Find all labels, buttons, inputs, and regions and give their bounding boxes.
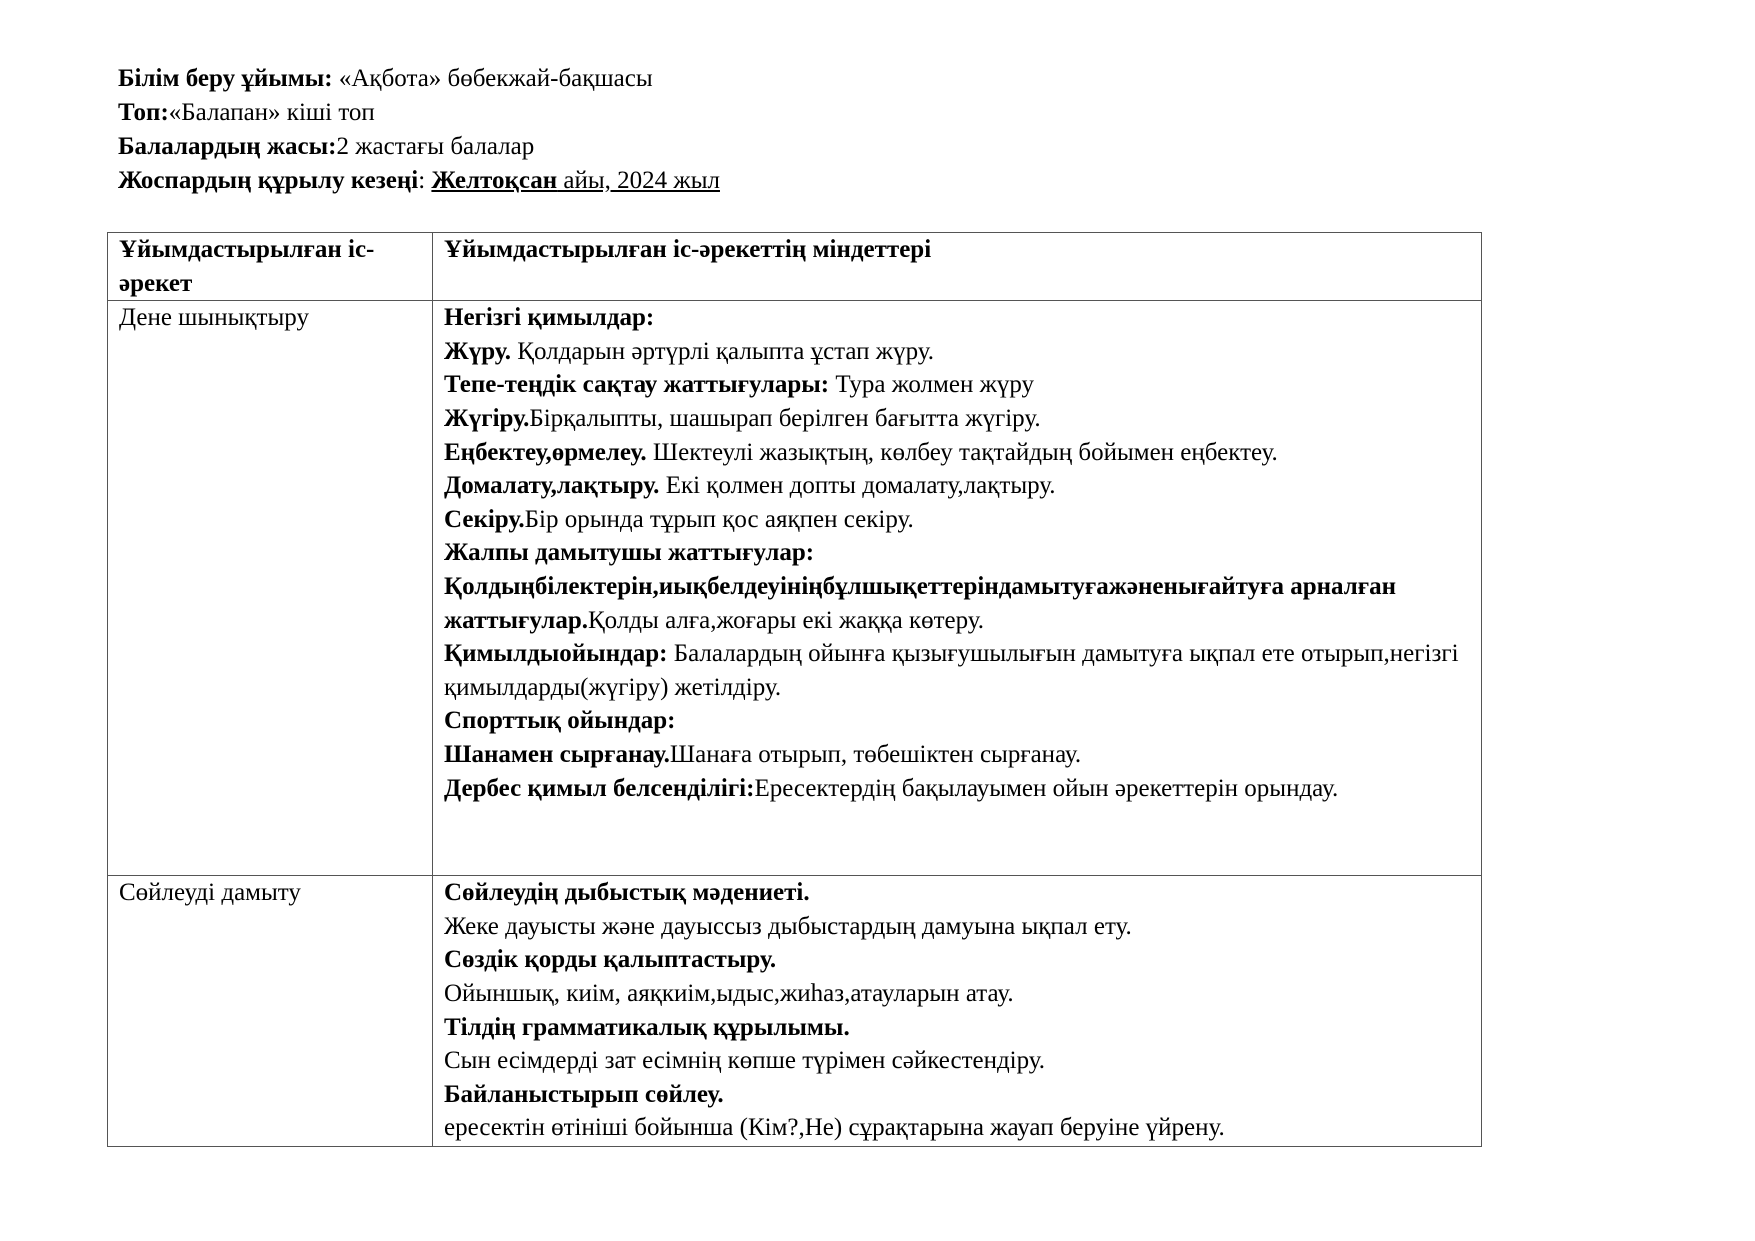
task-text: Шектеулі жазықтың, көлбеу тақтайдың бойымен еңбектеу.	[646, 438, 1278, 466]
task-line	[444, 335, 1473, 369]
task-line	[444, 570, 1473, 637]
plan-table	[107, 232, 1482, 1147]
task-line	[444, 1011, 1473, 1045]
task-line	[444, 977, 1473, 1011]
task-line	[444, 910, 1473, 944]
task-heading: Жүру.	[444, 337, 512, 365]
task-line	[444, 876, 1473, 910]
period-month: Желтоқсан	[431, 167, 558, 194]
task-text: Бірқалыпты, шашырап берілген бағытта жүгіру.	[529, 404, 1041, 432]
task-line	[444, 436, 1473, 470]
period-value	[431, 167, 720, 194]
task-line	[444, 402, 1473, 436]
task-text: Тура жолмен жүру	[829, 371, 1035, 399]
task-line	[444, 704, 1473, 738]
task-heading: Негізгі қимылдар:	[444, 304, 655, 332]
task-text: Қолды алға,жоғары екі жаққа көтеру.	[587, 606, 985, 634]
group-line	[118, 96, 720, 130]
task-heading: Байланыстырып сөйлеу.	[444, 1080, 724, 1108]
org-value: «Ақбота» бөбекжай-бақшасы	[332, 65, 653, 92]
task-line	[444, 1044, 1473, 1078]
col1-header: Ұйымдастырылған іс-әрекет	[108, 233, 433, 301]
task-heading: Тілдің грамматикалық құрылымы.	[444, 1013, 850, 1041]
tasks-cell	[433, 301, 1482, 876]
task-heading: Домалату,лақтыру.	[444, 472, 660, 500]
task-line	[444, 1111, 1473, 1145]
task-line	[444, 368, 1473, 402]
task-line	[444, 772, 1473, 806]
group-label: Топ:	[118, 99, 169, 126]
period-line	[118, 164, 720, 198]
col2-header: Ұйымдастырылған іс-әрекеттің міндеттері	[433, 233, 1482, 301]
tasks-cell	[433, 876, 1482, 1147]
task-heading: Спорттық ойындар:	[444, 707, 676, 735]
task-heading: Қолдыңбілектерін,иықбелдеуініңбұлшықеттеріндамытуғажәненығайтуға арналған жаттығулар.	[444, 572, 1397, 634]
task-heading: Тепе-теңдік сақтау жаттығулары:	[444, 371, 830, 399]
task-line	[444, 738, 1473, 772]
task-text: Қолдарын әртүрлі қалыпта ұстап жүру.	[511, 337, 934, 365]
period-colon: :	[418, 167, 432, 194]
document-header	[118, 62, 720, 198]
task-line	[444, 943, 1473, 977]
task-heading: Жалпы дамытушы жаттығулар:	[444, 539, 815, 567]
task-heading: Сөйлеудің дыбыстық мәдениеті.	[444, 879, 810, 907]
group-value: «Балапан» кіші топ	[168, 99, 375, 126]
period-rest: айы, 2024 жыл	[557, 167, 720, 194]
table-header-row	[108, 233, 1482, 301]
task-heading: Жүгіру.	[444, 404, 530, 432]
task-heading: Секіру.	[444, 505, 525, 533]
task-line	[444, 1078, 1473, 1112]
task-text: Ересектердің бақылауымен ойын әрекеттерін орындау.	[754, 774, 1339, 802]
age-value: 2 жастағы балалар	[336, 133, 535, 160]
table-row	[108, 301, 1482, 876]
activity-cell: Сөйлеуді дамыту	[108, 876, 433, 1147]
task-line	[444, 503, 1473, 537]
task-line	[444, 469, 1473, 503]
table-row	[108, 876, 1482, 1147]
task-text: Ойыншық, киім, аяқкиім,ыдыс,жиһаз,атауларын атау.	[444, 979, 1014, 1007]
task-text: Шанаға отырып, төбешіктен сырғанау.	[669, 740, 1082, 768]
task-heading: Дербес қимыл белсенділігі:	[444, 774, 755, 802]
task-line	[444, 301, 1473, 335]
task-text: Жеке дауысты және дауыссыз дыбыстардың дамуына ықпал ету.	[444, 912, 1132, 940]
task-text: ересектін өтініші бойынша (Кім?,Не) сұрақтарына жауап беруіне үйрену.	[444, 1114, 1225, 1142]
task-heading: Сөздік қорды қалыптастыру.	[444, 946, 777, 974]
task-line	[444, 637, 1473, 704]
task-text: Екі қолмен допты домалату,лақтыру.	[659, 472, 1056, 500]
age-line	[118, 130, 720, 164]
org-line	[118, 62, 720, 96]
org-label: Білім беру ұйымы:	[118, 65, 333, 92]
task-heading: Еңбектеу,өрмелеу.	[444, 438, 647, 466]
task-text: Балалардың ойынға қызығушылығын дамытуға ықпал ете отырып,негізгі қимылдарды(жүгіру) жетілдіру.	[444, 640, 1459, 701]
task-text: Сын есімдерді зат есімнің көпше түрімен сәйкестендіру.	[444, 1047, 1046, 1075]
task-line	[444, 536, 1473, 570]
age-label: Балалардың жасы:	[118, 133, 337, 160]
task-text: Бір орында тұрып қос аяқпен секіру.	[524, 505, 914, 533]
task-heading: Шанамен сырғанау.	[444, 740, 670, 768]
task-heading: Қимылдыойындар:	[444, 640, 668, 668]
activity-cell: Дене шынықтыру	[108, 301, 433, 876]
period-label: Жоспардың құрылу кезеңі	[118, 167, 419, 194]
